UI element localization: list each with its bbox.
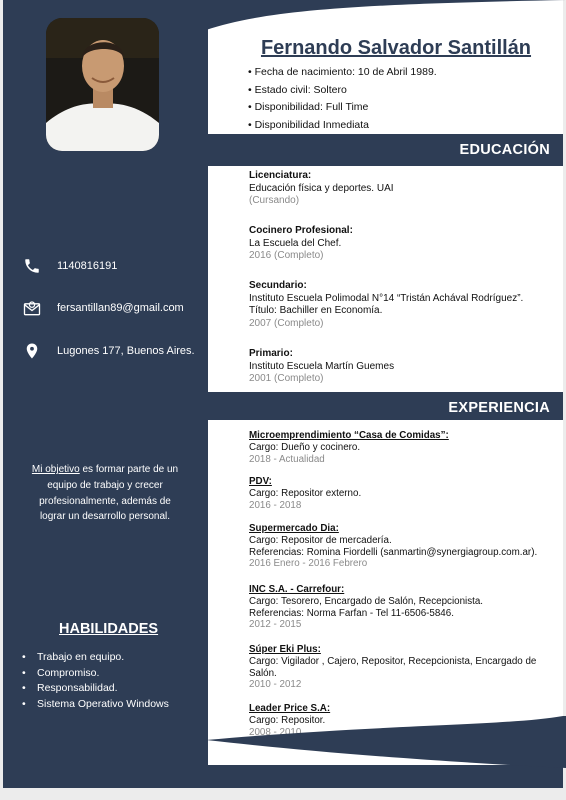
education-line: Educación física y deportes. UAI xyxy=(249,182,394,194)
education-status: 2007 (Completo) xyxy=(249,317,324,329)
location-pin-icon xyxy=(22,341,42,361)
birth-date: • Fecha de nacimiento: 10 de Abril 1989. xyxy=(248,66,437,78)
experience-item xyxy=(249,584,561,631)
experience-line: Cargo: Vigilador , Cajero, Repositor, Recepcionista, Encargado de xyxy=(249,655,537,667)
education-heading: Licenciatura: xyxy=(249,170,312,181)
education-item xyxy=(249,280,559,330)
skill-item: • Trabajo en equipo. xyxy=(22,650,169,666)
phone-icon xyxy=(22,256,42,276)
experience-heading: Súper Eki Plus: xyxy=(249,644,321,655)
experience-heading: INC S.A. - Carrefour: xyxy=(249,584,345,595)
phone-number: 1140816191 xyxy=(57,260,118,272)
education-heading: Primario: xyxy=(249,348,293,359)
email-icon xyxy=(22,298,42,318)
experience-dates: 2018 - Actualidad xyxy=(249,453,325,465)
education-line: Instituto Escuela Martín Guemes xyxy=(249,360,395,372)
skills-title: HABILIDADES xyxy=(59,621,159,637)
experience-dates: 2012 - 2015 xyxy=(249,619,302,631)
phone-row xyxy=(22,256,118,276)
education-line: Título: Bachiller en Economía. xyxy=(249,305,383,316)
experience-line: Salón. xyxy=(249,667,277,679)
experience-line: Referencias: Norma Farfan - Tel 11-6506-5846. xyxy=(249,607,454,619)
education-item xyxy=(249,170,559,208)
education-item xyxy=(249,225,559,263)
full-name: Fernando Salvador Santillán xyxy=(260,37,532,59)
footer-wave xyxy=(206,716,566,768)
experience-item xyxy=(249,430,561,465)
experience-dates: 2016 - 2018 xyxy=(249,499,302,511)
header-wave xyxy=(206,0,566,30)
experience-dates: 2008 - 2010 xyxy=(249,726,302,738)
education-status: 2016 (Completo) xyxy=(249,250,324,261)
education-status: 2001 (Completo) xyxy=(249,373,324,384)
civil-status: • Estado civil: Soltero xyxy=(248,84,347,96)
profile-photo xyxy=(46,18,159,151)
education-item xyxy=(249,348,559,386)
email-row xyxy=(22,298,184,318)
education-heading: Cocinero Profesional: xyxy=(249,225,353,236)
skills-list xyxy=(22,650,169,713)
experience-dates: 2016 Enero - 2016 Febrero xyxy=(249,558,368,570)
experience-item xyxy=(249,476,561,511)
education-heading: Secundario: xyxy=(249,280,307,291)
skill-item: • Compromiso. xyxy=(22,666,169,682)
education-title: EDUCACIÓN xyxy=(459,142,550,158)
experience-item xyxy=(249,644,561,691)
experience-line: Cargo: Tesorero, Encargado de Salón, Recepcionista. xyxy=(249,595,483,607)
experience-heading: Supermercado Dia: xyxy=(249,523,339,534)
experience-line: Cargo: Repositor de mercadería. xyxy=(249,534,392,546)
experience-heading: PDV: xyxy=(249,476,272,487)
education-line: La Escuela del Chef. xyxy=(249,237,342,249)
experience-heading: Microemprendimiento “Casa de Comidas”: xyxy=(249,430,449,441)
objective-text xyxy=(25,462,185,525)
immediate-availability: • Disponibilidad Inmediata xyxy=(248,119,369,131)
address: Lugones 177, Buenos Aires. xyxy=(57,345,195,357)
address-row xyxy=(22,341,195,361)
experience-dates: 2010 - 2012 xyxy=(249,679,302,691)
objective-lead: Mi objetivo xyxy=(31,464,80,475)
skill-item: • Sistema Operativo Windows xyxy=(22,697,169,713)
education-status: (Cursando) xyxy=(249,195,300,206)
email-address: fersantillan89@gmail.com xyxy=(57,302,184,314)
experience-item xyxy=(249,523,561,570)
skill-item: • Responsabilidad. xyxy=(22,681,169,697)
availability: • Disponibilidad: Full Time xyxy=(248,101,369,113)
experience-line: Cargo: Repositor. xyxy=(249,714,326,726)
objective-body: es formar parte de un equipo de trabajo y crecer profesionalmente, además de lograr un desarrollo personal. xyxy=(39,464,179,523)
experience-line: Cargo: Dueño y cocinero. xyxy=(249,441,361,453)
experience-line: Cargo: Repositor externo. xyxy=(249,487,362,499)
experience-title: EXPERIENCIA xyxy=(448,400,550,416)
experience-line: Referencias: Romina Fiordelli (sanmartin@synergiagroup.com.ar). xyxy=(249,546,538,558)
education-line: Instituto Escuela Polimodal N°14 “Tristán Achával Rodríguez”. xyxy=(249,292,524,304)
experience-heading: Leader Price S.A: xyxy=(249,703,331,714)
